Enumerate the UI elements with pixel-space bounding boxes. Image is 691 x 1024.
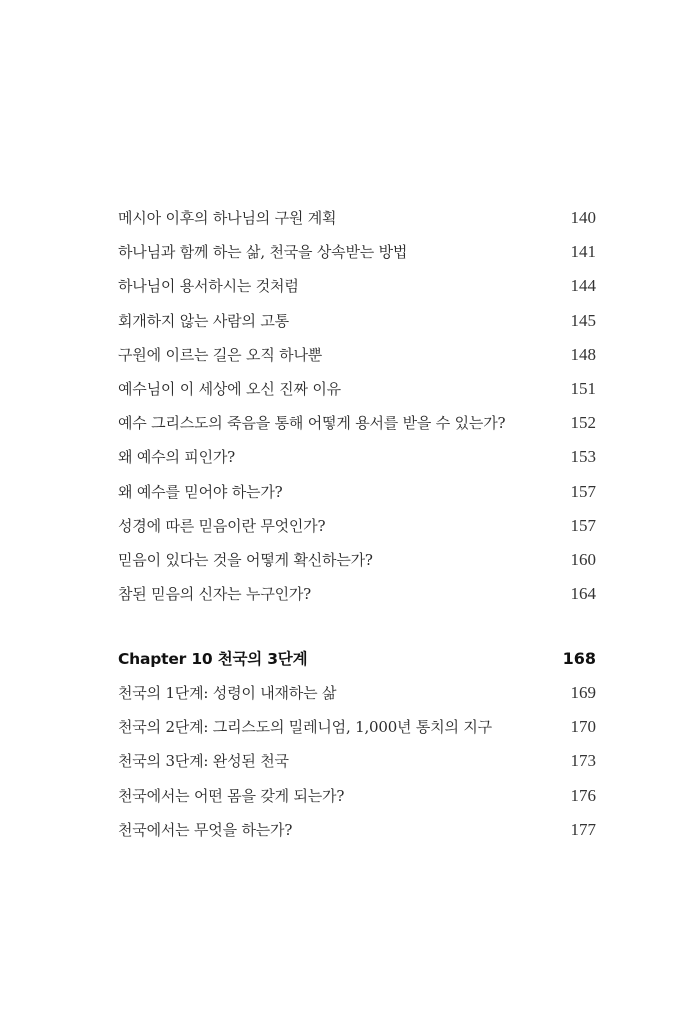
toc-entry-title: 천국의 3단계: 완성된 천국 (118, 752, 289, 771)
toc-section-1 (118, 201, 596, 611)
toc-entry (118, 813, 596, 847)
toc-entry-page: 157 (570, 515, 596, 535)
chapter-page: 168 (562, 649, 596, 668)
toc-entry (118, 406, 596, 440)
toc-entry-page: 157 (570, 481, 596, 501)
toc-entry-title: 천국의 1단계: 성령이 내재하는 삶 (118, 684, 337, 702)
chapter-title: Chapter 10 천국의 3단계 (118, 650, 308, 668)
toc-entry-title: 메시아 이후의 하나님의 구원 계획 (118, 209, 337, 227)
toc-entry-title: 천국의 2단계: 그리스도의 밀레니엄, 1,000년 통치의 지구 (118, 718, 492, 737)
toc-entry (118, 269, 596, 303)
toc-entry (118, 372, 596, 406)
toc-entry-page: 164 (570, 584, 596, 604)
toc-entry-title: 구원에 이르는 길은 오직 하나뿐 (118, 345, 323, 364)
toc-entry-title: 예수님이 이 세상에 오신 진짜 이유 (118, 379, 341, 398)
toc-entry-title: 예수 그리스도의 죽음을 통해 어떻게 용서를 받을 수 있는가? (118, 414, 506, 433)
toc-entry-page: 141 (570, 242, 596, 262)
toc-entry-title: 참된 믿음의 신자는 누구인가? (118, 585, 312, 604)
chapter-heading (118, 643, 596, 675)
toc-entry-page: 170 (570, 717, 596, 737)
toc-entry (118, 475, 596, 509)
toc-entry (118, 440, 596, 474)
toc-entry-page: 152 (570, 413, 596, 433)
toc-entry-page: 169 (570, 683, 596, 702)
toc-entry-title: 왜 예수의 피인가? (118, 448, 236, 467)
toc-entry (118, 577, 596, 611)
toc-entry-title: 성경에 따른 믿음이란 무엇인가? (118, 516, 326, 535)
toc-entry (118, 235, 596, 269)
toc-entry-page: 153 (570, 447, 596, 467)
toc-entry (118, 710, 596, 744)
toc-entry (118, 304, 596, 338)
toc-entry (118, 201, 596, 235)
toc-entry-page: 160 (570, 549, 596, 569)
toc-entry-page: 151 (570, 378, 596, 398)
toc-entry-title: 왜 예수를 믿어야 하는가? (118, 482, 283, 501)
toc-entry-page: 140 (570, 208, 596, 227)
toc-entry-title: 하나님이 용서하시는 것처럼 (118, 277, 299, 296)
toc-entry-page: 176 (570, 785, 596, 805)
toc-entry-title: 천국에서는 무엇을 하는가? (118, 820, 293, 839)
toc-entry-page: 177 (570, 819, 596, 839)
toc-entry (118, 338, 596, 372)
toc-entry (118, 543, 596, 577)
toc-entry-page: 145 (570, 310, 596, 330)
toc-entry-title: 믿음이 있다는 것을 어떻게 확신하는가? (118, 550, 373, 569)
toc-entry (118, 676, 596, 710)
toc-entry (118, 744, 596, 778)
toc-entry-title: 회개하지 않는 사람의 고통 (118, 311, 289, 330)
toc-entry (118, 779, 596, 813)
toc-entry (118, 509, 596, 543)
toc-entry-title: 하나님과 함께 하는 삶, 천국을 상속받는 방법 (118, 243, 408, 262)
toc-entry-page: 144 (570, 276, 596, 296)
toc-entry-title: 천국에서는 어떤 몸을 갖게 되는가? (118, 786, 345, 805)
toc-entry-page: 173 (570, 751, 596, 771)
toc-section-2 (118, 643, 596, 847)
toc-entry-page: 148 (570, 344, 596, 364)
